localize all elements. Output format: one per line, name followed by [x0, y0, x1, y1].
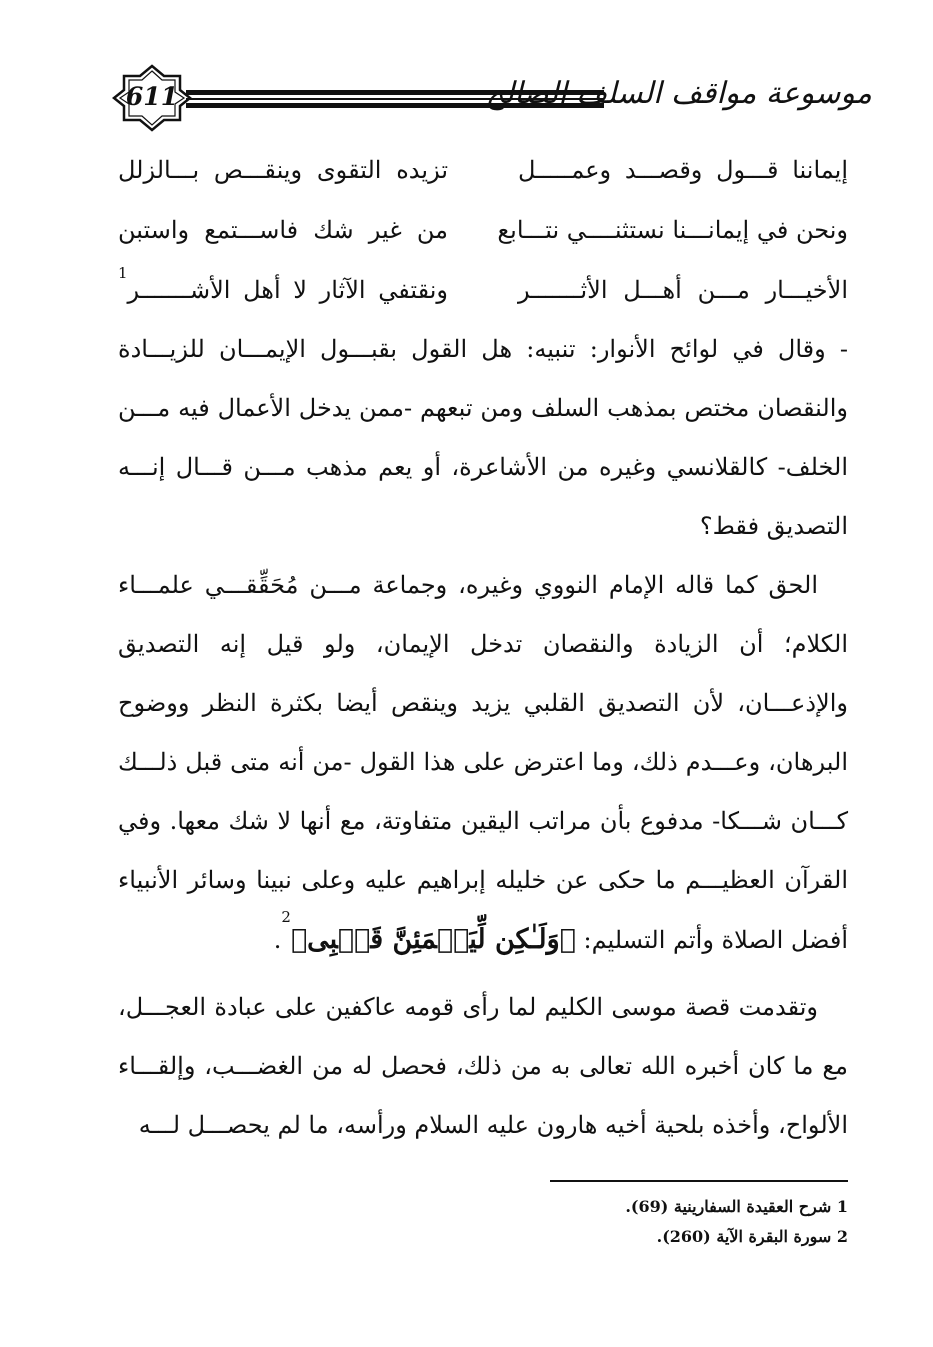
footnote-item: 1 شرح العقيدة السفارينية (69). — [625, 1197, 848, 1216]
footnote-ref[interactable]: 1 — [118, 264, 128, 282]
poem-verse — [118, 146, 848, 206]
hemistich-right: ونحن في إيمانـــنا نستثنــــي نتـــابع — [497, 216, 848, 244]
paragraph-answer-text: الحق كما قاله الإمام النووي وغيره، وجماعة مـــن مُحَقِّقـــي علمـــاء الكلام؛ أن الزيادة والنقصان تدخل الإيمان، ولو قيل إنه التصديق والإذعـــان، لأن التصديق القلبي يزيد وينقص أيضا بكثرة النظر ووضوح البرهان، وعـــدم ذلك، وما اعترض على هذا القول -من أنه متى قبل ذلـــك كـــان شـــكا- مدفوع بأن مراتب اليقين متفاوتة، مع أنها لا شك معها. وفي القرآن العظيـــم ما حكى عن خليله إبراهيم عليه وعلى نبينا وسائر الأنبياء أفضل الصلاة وأتم التسليم: — [118, 571, 848, 954]
sentence-end: . — [273, 926, 282, 954]
poem — [118, 146, 848, 326]
footnote-separator — [550, 1180, 848, 1182]
hemistich-left — [118, 266, 448, 326]
poem-verse — [118, 266, 848, 326]
page-header — [112, 62, 872, 142]
hemistich-left-text: ونقتفي الآثار لا أهل الأشـــــــر — [127, 276, 448, 304]
page-number: 611 — [125, 82, 179, 111]
quran-verse: ﴿وَلَـٰكِن لِّيَطۡمَئِنَّ قَلۡبِى﴾ — [290, 924, 576, 955]
hemistich-left: من غير شك فاســـتمع واستبن — [118, 216, 448, 244]
paragraph-musa: وتقدمت قصة موسى الكليم لما رأى قومه عاكفين على عبادة العجـــل، مع ما كان أخبره الله تعالى به من ذلك، فحصل له من الغضـــب، وإلقـــاء الألواح، وأخذه بلحية أخيه هارون عليه السلام ورأسه، ما لم يحصـــل لـــه — [118, 993, 848, 1139]
hemistich-right: إيماننا قـــول وقصـــد وعمـــــل — [518, 156, 848, 184]
footnote-item: 2 سورة البقرة الآية (260). — [656, 1227, 848, 1246]
paragraph-answer — [118, 556, 848, 970]
poem-verse — [118, 206, 848, 266]
book-title: موسوعة مواقف السلف الصالح — [485, 76, 872, 111]
footnotes — [400, 1192, 848, 1252]
footnote-ref[interactable]: 2 — [281, 908, 291, 926]
hemistich-right: الأخيـــار مـــن أهـــل الأثـــــــر — [518, 276, 848, 304]
hemistich-left: تزيده التقوى وينقـــص بـــالزلل — [118, 156, 448, 184]
body-text — [118, 320, 848, 1155]
paragraph-tanbih: - وقال في لوائح الأنوار: تنبيه: هل القول بقبـــول الإيمـــان للزيـــادة والنقصان مختص بمذهب السلف ومن تبعهم -ممن يدخل الأعمال فيه مـــن الخلف- كالقلانسي وغيره من الأشاعرة، أو يعم مذهب مـــن قـــال إنـــه التصديق فقط؟ — [118, 335, 848, 540]
